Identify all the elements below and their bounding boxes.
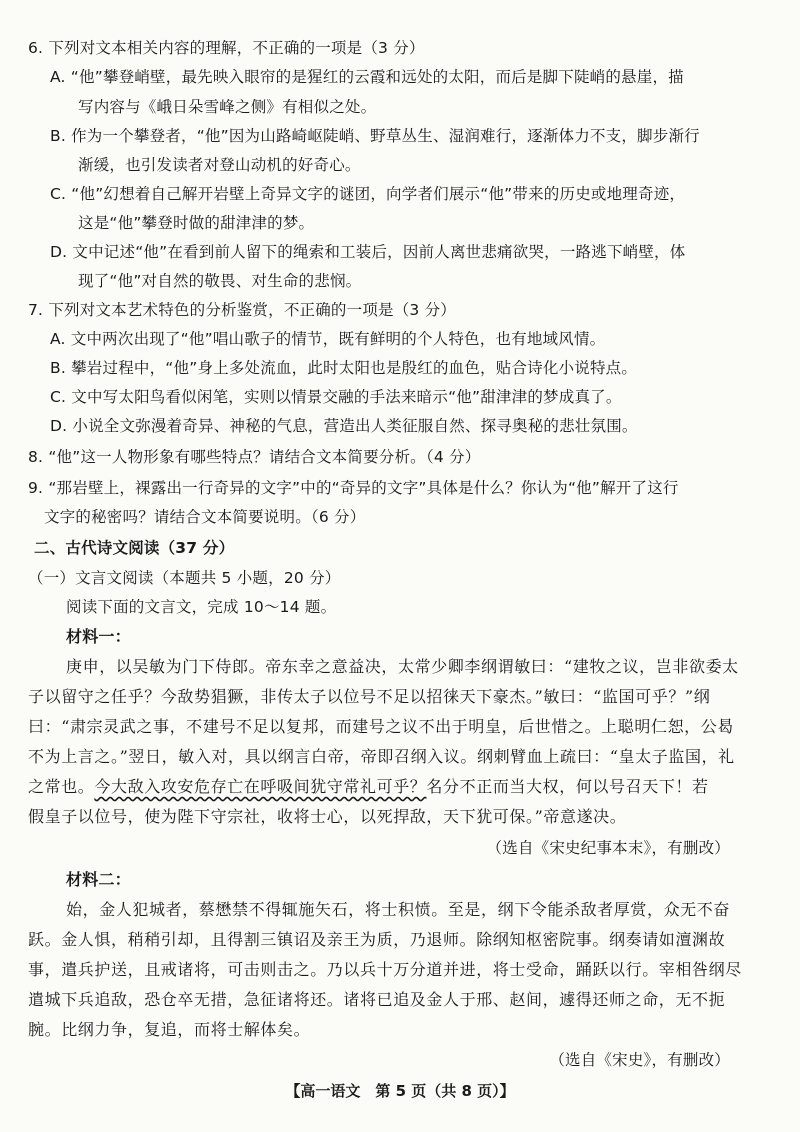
material-1-line: 曰：“肃宗灵武之事，不建号不足以复邦，而建号之议不出于明皇，后世惜之。上聪明仁恕，公曷 bbox=[28, 717, 734, 736]
q7-option-c: C. 文中写太阳鸟看似闲笔，实则以情景交融的手法来暗示“他”甜津津的梦成真了。 bbox=[50, 388, 622, 406]
material-1-text: 名分不正而当大权，何以号召天下！若 bbox=[426, 777, 709, 796]
material-1-line: 庚申，以吴敏为门下侍郎。帝东幸之意益决，太常少卿李纲谓敏曰：“建牧之议，岂非欲委太 bbox=[66, 657, 739, 676]
q6-option-c: C. “他”幻想着自己解开岩壁上奇异文字的谜团，向学者们展示“他”带来的历史或地理奇迹， bbox=[50, 185, 686, 203]
question-7-stem: 7. 下列对文本艺术特色的分析鉴赏，不正确的一项是（3 分） bbox=[28, 301, 457, 319]
q6-option-a: A. “他”攀登峭壁，最先映入眼帘的是猩红的云霞和远处的太阳，而后是脚下陡峭的悬崖，描 bbox=[50, 68, 684, 86]
section-2-title: 二、古代诗文阅读（37 分） bbox=[34, 539, 235, 557]
material-2-line: 事，遣兵护送，且戒诸将，可击则击之。乃以兵十万分道并进，将士受命，踊跃以行。宰相咎纲尽 bbox=[28, 960, 742, 979]
q7-option-b: B. 攀岩过程中，“他”身上多处流血，此时太阳也是殷红的血色，贴合诗化小说特点。 bbox=[50, 359, 638, 377]
material-2-line: 遣城下兵追敌，恐仓卒无措，急征诸将还。诸将已追及金人于邢、赵间，遽得还师之命，无不扼 bbox=[28, 990, 726, 1009]
q6-option-b: B. 作为一个攀登者，“他”因为山路崎岖陡峭、野草丛生、湿润难行，逐渐体力不支，脚步渐行 bbox=[50, 127, 700, 145]
q6-option-a-cont: 写内容与《峨日朵雪峰之侧》有相似之处。 bbox=[78, 98, 377, 116]
material-1-line: 子以留守之任乎？今敌势猖獗，非传太子以位号不足以招徕天下豪杰。”敏曰：“监国可乎？”纲 bbox=[28, 687, 711, 706]
q6-option-d-cont: 现了“他”对自然的敬畏、对生命的悲悯。 bbox=[78, 272, 362, 290]
q6-option-c-cont: 这是“他”攀登时做的甜津津的梦。 bbox=[78, 214, 315, 232]
q6-option-b-cont: 渐缓，也引发读者对登山动机的好奇心。 bbox=[78, 156, 361, 174]
question-9-stem-cont: 文字的秘密吗？请结合文本简要说明。（6 分） bbox=[44, 508, 366, 526]
material-2-source: （选自《宋史》，有删改） bbox=[549, 1051, 730, 1069]
question-6-stem: 6. 下列对文本相关内容的理解，不正确的一项是（3 分） bbox=[28, 39, 425, 57]
wavy-underlined-sentence: 今大敌入攻安危存亡在呼吸间犹守常礼可乎？ bbox=[94, 777, 427, 796]
material-1-line: 假皇子以位号，使为陛下守宗社，收将士心，以死捍敌，天下犹可保。”帝意遂决。 bbox=[28, 807, 627, 826]
material-2-line: 跃。金人惧，稍稍引却，且得割三镇诏及亲王为质，乃退师。除纲知枢密院事。纲奏请如澶渊故 bbox=[28, 930, 726, 949]
q7-option-d: D. 小说全文弥漫着奇异、神秘的气息，营造出人类征服自然、探寻奥秘的悲壮氛围。 bbox=[50, 417, 638, 435]
material-1-source: （选自《宋史纪事本末》，有删改） bbox=[486, 839, 730, 857]
question-8-stem: 8. “他”这一人物形象有哪些特点？请结合文本简要分析。（4 分） bbox=[28, 448, 481, 466]
q7-option-a: A. 文中两次出现了“他”唱山歌子的情节，既有鲜明的个人特色，也有地域风情。 bbox=[50, 330, 606, 348]
question-9-stem: 9. “那岩壁上，裸露出一行奇异的文字”中的“奇异的文字”具体是什么？你认为“他”解开了这行 bbox=[28, 479, 679, 497]
material-1-text: 之常也。 bbox=[28, 777, 95, 796]
material-2-line: 始，金人犯城者，蔡懋禁不得辄施矢石，将士积愤。至是，纲下令能杀敌者厚赏，众无不奋 bbox=[66, 900, 731, 919]
material-1-line bbox=[28, 773, 800, 801]
page-footer: 【高一语文 第 5 页（共 8 页）】 bbox=[285, 1082, 515, 1100]
section-2-subtitle: （一）文言文阅读（本题共 5 小题，20 分） bbox=[28, 569, 341, 587]
reading-instructions: 阅读下面的文言文，完成 10～14 题。 bbox=[66, 598, 337, 616]
material-1-title: 材料一： bbox=[66, 627, 131, 646]
material-2-title: 材料二： bbox=[66, 870, 131, 889]
q6-option-d: D. 文中记述“他”在看到前人留下的绳索和工装后，因前人离世悲痛欲哭，一路逃下峭壁，体 bbox=[50, 243, 686, 261]
material-2-line: 腕。比纲力争，复追，而将士解体矣。 bbox=[28, 1020, 311, 1039]
material-1-line: 不为上言之。”翌日，敏入对，具以纲言白帝，帝即召纲入议。纲刺臂血上疏曰：“皇太子监国，礼 bbox=[28, 747, 735, 766]
